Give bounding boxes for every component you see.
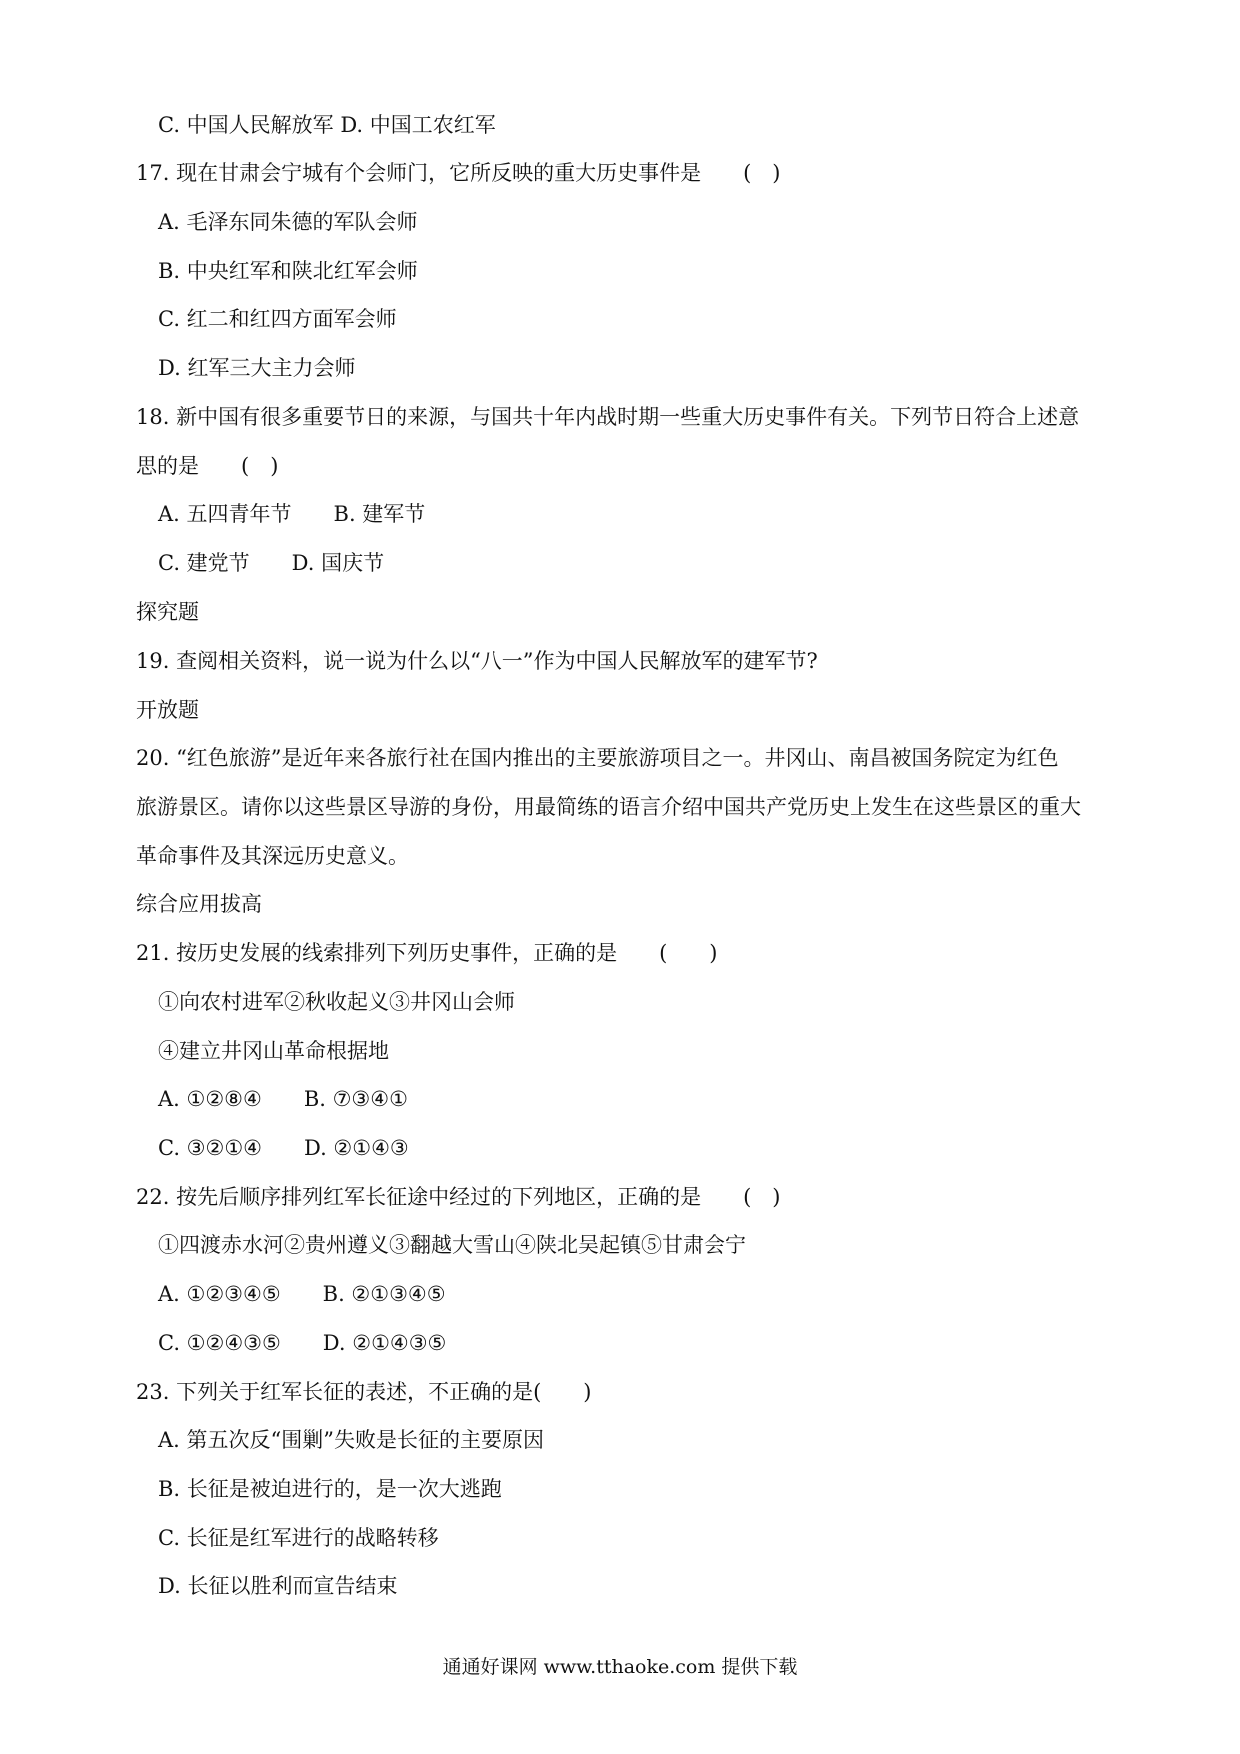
q22-items: ①四渡赤水河②贵州遵义③翻越大雪山④陕北吴起镇⑤甘肃会宁: [158, 1233, 746, 1257]
q20-stem: 20. “红色旅游”是近年来各旅行社在国内推出的主要旅游项目之一。井冈山、南昌被国务院定为红色: [136, 746, 1059, 770]
q17-option-d: D. 红军三大主力会师: [158, 356, 356, 380]
q18-option-cd: C. 建党节 D. 国庆节: [158, 551, 385, 575]
page-footer: 通通好课网 www.tthaoke.com 提供下载: [442, 1656, 798, 1678]
q20-stem-end: 革命事件及其深远历史意义。: [136, 844, 409, 868]
q16-option-cd: C. 中国人民解放军 D. 中国工农红军: [158, 113, 496, 137]
q23-stem: 23. 下列关于红军长征的表述，不正确的是( ): [136, 1380, 592, 1404]
q22-option-ab: A. ①②③④⑤ B. ②①③④⑤: [158, 1282, 446, 1306]
q17-option-c: C. 红二和红四方面军会师: [158, 307, 397, 331]
q17-option-a: A. 毛泽东同朱德的军队会师: [158, 210, 418, 234]
q23-option-a: A. 第五次反“围剿”失败是长征的主要原因: [158, 1428, 544, 1452]
q18-stem: 18. 新中国有很多重要节日的来源，与国共十年内战时期一些重大历史事件有关。下列节日符合上述意: [136, 405, 1080, 429]
q23-option-b: B. 长征是被迫进行的，是一次大逃跑: [158, 1477, 502, 1501]
q23-option-d: D. 长征以胜利而宣告结束: [158, 1574, 398, 1598]
section-heading-advanced: 综合应用拔高: [136, 892, 262, 916]
q23-option-c: C. 长征是红军进行的战略转移: [158, 1526, 439, 1550]
q22-option-cd: C. ①②④③⑤ D. ②①④③⑤: [158, 1331, 447, 1355]
section-heading-open: 开放题: [136, 698, 199, 722]
q18-stem-cont: 思的是 ( ): [136, 454, 279, 478]
q18-option-ab: A. 五四青年节 B. 建军节: [158, 502, 426, 526]
q19-stem: 19. 查阅相关资料，说一说为什么以“八一”作为中国人民解放军的建军节?: [136, 649, 818, 673]
q22-stem: 22. 按先后顺序排列红军长征途中经过的下列地区，正确的是 ( ): [136, 1185, 781, 1209]
q21-stem: 21. 按历史发展的线索排列下列历史事件，正确的是 ( ): [136, 941, 718, 965]
q21-option-cd: C. ③②①④ D. ②①④③: [158, 1136, 409, 1160]
q17-stem: 17. 现在甘肃会宁城有个会师门，它所反映的重大历史事件是 ( ): [136, 161, 781, 185]
q17-option-b: B. 中央红军和陕北红军会师: [158, 259, 418, 283]
q20-stem-cont: 旅游景区。请你以这些景区导游的身份，用最简练的语言介绍中国共产党历史上发生在这些景区的重大: [136, 795, 1081, 819]
q21-option-ab: A. ①②⑧④ B. ⑦③④①: [158, 1087, 408, 1111]
q21-items-cont: ④建立井冈山革命根据地: [158, 1039, 389, 1063]
section-heading-explore: 探究题: [136, 600, 199, 624]
q21-items: ①向农村进军②秋收起义③井冈山会师: [158, 990, 515, 1014]
